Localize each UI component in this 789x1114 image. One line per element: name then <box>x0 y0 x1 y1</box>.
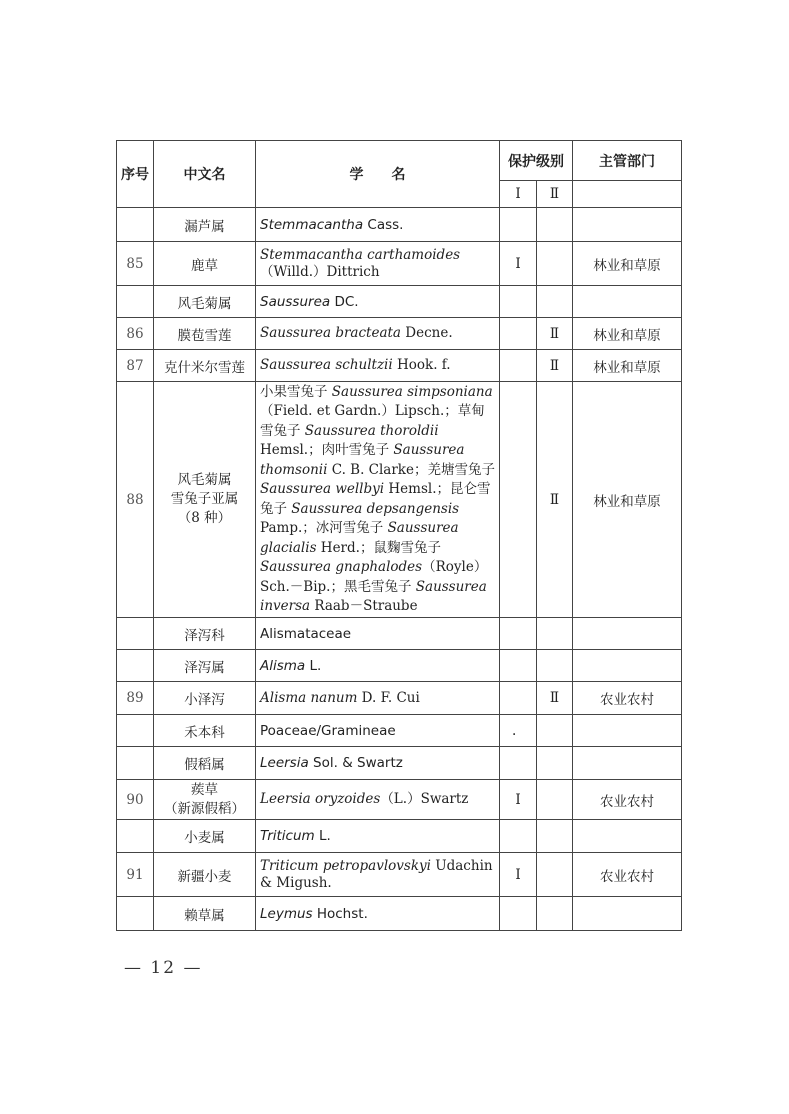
taxon-genus-italic: Saussurea <box>260 293 331 310</box>
table-row <box>117 318 682 350</box>
taxon-row <box>117 747 682 780</box>
cell-chinese-name: 鹿草 <box>154 242 256 286</box>
cell-department <box>573 715 682 747</box>
entry-authority: Hemsl.； <box>260 442 322 458</box>
cell-scientific-name <box>256 350 500 382</box>
entry-species-italic: Saussurea gnaphalodes <box>260 559 423 575</box>
entry-authority: Raab－Straube <box>310 598 418 614</box>
entry-species-italic: Saussurea thomsonii <box>260 442 465 478</box>
taxon-genus-italic: Stemmacantha <box>260 216 364 233</box>
entry-chinese: 冰河雪兔子 <box>315 520 388 536</box>
entry-chinese: 鼠麴雪兔子 <box>373 539 441 556</box>
chinese-name-line: （新源假稻） <box>164 800 245 817</box>
entry-chinese: 黑毛雪兔子 <box>343 578 416 595</box>
taxon-genus-italic: Alisma <box>260 657 306 674</box>
cell-level-1: Ⅰ <box>500 780 537 820</box>
cell-level-1 <box>500 350 537 382</box>
entry-chinese: 小果雪兔子 <box>260 383 332 400</box>
cell-chinese-name: 克什米尔雪莲 <box>154 350 256 382</box>
species-italic: Leersia oryzoides <box>260 791 381 807</box>
species-authority: （Willd.）Dittrich <box>260 263 380 280</box>
entry-authority: Herd.； <box>316 539 374 556</box>
table-row <box>117 242 682 286</box>
table-row <box>117 682 682 715</box>
taxon-genus-italic: Leersia <box>260 755 309 771</box>
cell-department: 林业和草原 <box>573 318 682 350</box>
entry-species-italic: Saussurea glacialis <box>260 520 459 556</box>
cell-level-1: . <box>500 715 537 747</box>
cell-level-2: Ⅱ <box>537 682 573 715</box>
taxon-row <box>117 286 682 318</box>
species-authority: （L.）Swartz <box>380 791 469 807</box>
entry-species-italic: Saussurea depsangensis <box>291 500 460 517</box>
cell-department <box>573 820 682 853</box>
entry-authority: Pamp.； <box>260 520 316 536</box>
cell-chinese-name <box>154 780 256 820</box>
cell-level-2 <box>537 747 573 780</box>
cell-no <box>117 747 154 780</box>
taxon-chinese-name: 泽泻属 <box>154 650 256 682</box>
header-level-1: Ⅰ <box>500 181 537 208</box>
taxon-scientific-name <box>256 715 500 747</box>
species-authority: Hook. f. <box>392 357 451 373</box>
header-department-blank <box>573 181 682 208</box>
taxon-authority: Poaceae/Gramineae <box>260 722 396 739</box>
entry-chinese: 昆仑雪兔子 <box>260 481 491 517</box>
chinese-name-line: 风毛菊属 <box>177 472 232 488</box>
cell-scientific-name <box>256 780 500 820</box>
header-protection-level: 保护级别 <box>500 141 573 181</box>
chinese-name-line: 雪兔子亚属 <box>170 491 239 507</box>
taxon-row <box>117 715 682 747</box>
cell-level-2: Ⅱ <box>537 350 573 382</box>
entry-species-italic: Saussurea simpsoniana <box>331 383 493 400</box>
header-scientific-name: 学 名 <box>256 141 500 208</box>
cell-department: 农业农村 <box>573 682 682 715</box>
cell-level-2 <box>537 897 573 931</box>
cell-level-1: Ⅰ <box>500 853 537 897</box>
taxon-chinese-name: 泽泻科 <box>154 618 256 650</box>
taxon-row <box>117 650 682 682</box>
taxon-row <box>117 897 682 931</box>
cell-department <box>573 618 682 650</box>
header-no: 序号 <box>117 141 154 208</box>
cell-level-2 <box>537 618 573 650</box>
cell-department: 林业和草原 <box>573 242 682 286</box>
cell-level-1: Ⅰ <box>500 242 537 286</box>
cell-department: 农业农村 <box>573 853 682 897</box>
cell-no: 86 <box>117 318 154 350</box>
taxon-chinese-name: 小麦属 <box>154 820 256 853</box>
chinese-name-line: （8 种） <box>177 510 232 526</box>
entry-species-italic: Saussurea inversa <box>260 578 487 614</box>
cell-chinese-name: 小泽泻 <box>154 682 256 715</box>
cell-level-2 <box>537 715 573 747</box>
cell-level-2 <box>537 853 573 897</box>
cell-department <box>573 897 682 931</box>
taxon-scientific-name <box>256 897 500 931</box>
header-level-2: Ⅱ <box>537 181 573 208</box>
cell-level-2 <box>537 820 573 853</box>
species-italic: Triticum petropavlovskyi <box>260 857 431 874</box>
species-italic: Saussurea schultzii <box>260 357 393 373</box>
cell-department <box>573 650 682 682</box>
cell-chinese-name: 新疆小麦 <box>154 853 256 897</box>
taxon-scientific-name <box>256 747 500 780</box>
species-authority: Decne. <box>400 325 453 341</box>
table-body <box>117 208 682 931</box>
entry-chinese: 草甸雪兔子 <box>260 403 485 439</box>
taxon-authority: Sol. & Swartz <box>308 755 403 771</box>
cell-level-2: Ⅱ <box>537 318 573 350</box>
chinese-name-line: 蒺草 <box>191 781 218 798</box>
cell-department: 农业农村 <box>573 780 682 820</box>
cell-level-1 <box>500 286 537 318</box>
cell-no <box>117 897 154 931</box>
taxon-scientific-name <box>256 618 500 650</box>
entry-species-italic: Saussurea thoroldii <box>304 422 439 439</box>
species-italic: Stemmacantha carthamoides <box>260 246 461 263</box>
entry-chinese: 肉叶雪兔子 <box>321 442 394 458</box>
entry-species-italic: Saussurea wellbyi <box>260 481 385 497</box>
taxon-genus-italic: Triticum <box>260 828 315 844</box>
entry-chinese: 羌塘雪兔子 <box>427 461 495 478</box>
cell-level-2 <box>537 208 573 242</box>
cell-no: 90 <box>117 780 154 820</box>
taxon-scientific-name <box>256 820 500 853</box>
cell-no <box>117 286 154 318</box>
taxon-scientific-name <box>256 286 500 318</box>
cell-department: 林业和草原 <box>573 382 682 618</box>
taxon-scientific-name <box>256 208 500 242</box>
species-italic: Alisma nanum <box>260 689 358 706</box>
cell-level-1 <box>500 208 537 242</box>
cell-no <box>117 820 154 853</box>
cell-chinese-name: 膜苞雪莲 <box>154 318 256 350</box>
table-row <box>117 780 682 820</box>
taxon-row <box>117 208 682 242</box>
header-chinese-name: 中文名 <box>154 141 256 208</box>
taxon-scientific-name <box>256 650 500 682</box>
taxon-authority: Alismataceae <box>260 625 352 642</box>
taxon-chinese-name: 假稻属 <box>154 747 256 780</box>
header-department: 主管部门 <box>573 141 682 181</box>
cell-department <box>573 286 682 318</box>
cell-scientific-name <box>256 382 500 618</box>
cell-scientific-name <box>256 853 500 897</box>
cell-level-1 <box>500 682 537 715</box>
table-row <box>117 853 682 897</box>
entry-authority: C. B. Clarke； <box>327 461 428 478</box>
entry-authority: Hemsl.； <box>384 481 450 497</box>
page-number: — 12 — <box>124 958 203 978</box>
cell-department <box>573 208 682 242</box>
entry-authority: （Royle）Sch.－Bip.； <box>260 559 488 595</box>
cell-level-1 <box>500 650 537 682</box>
taxon-row <box>117 618 682 650</box>
table-row <box>117 350 682 382</box>
cell-level-2 <box>537 650 573 682</box>
cell-department <box>573 747 682 780</box>
taxon-authority: DC. <box>330 293 359 310</box>
taxon-authority: Hochst. <box>312 905 368 922</box>
taxon-authority: L. <box>314 828 331 844</box>
protected-species-table <box>116 140 682 931</box>
cell-no: 85 <box>117 242 154 286</box>
taxon-chinese-name: 风毛菊属 <box>154 286 256 318</box>
taxon-authority: Cass. <box>363 216 404 233</box>
cell-chinese-name <box>154 382 256 618</box>
cell-level-1 <box>500 318 537 350</box>
cell-level-1 <box>500 618 537 650</box>
entry-authority: （Field. et Gardn.）Lipsch.； <box>260 403 458 419</box>
table-row <box>117 382 682 618</box>
taxon-genus-italic: Leymus <box>260 905 313 922</box>
taxon-row <box>117 820 682 853</box>
cell-no: 88 <box>117 382 154 618</box>
taxon-chinese-name: 禾本科 <box>154 715 256 747</box>
cell-level-1 <box>500 382 537 618</box>
cell-no <box>117 715 154 747</box>
taxon-authority: L. <box>305 657 322 674</box>
species-authority: D. F. Cui <box>357 689 420 706</box>
cell-level-1 <box>500 747 537 780</box>
taxon-chinese-name: 赖草属 <box>154 897 256 931</box>
cell-no: 91 <box>117 853 154 897</box>
cell-level-1 <box>500 820 537 853</box>
species-authority: Udachin & Migush. <box>260 857 493 891</box>
cell-no: 89 <box>117 682 154 715</box>
cell-level-2: Ⅱ <box>537 382 573 618</box>
cell-level-1 <box>500 897 537 931</box>
cell-no <box>117 208 154 242</box>
cell-level-2 <box>537 780 573 820</box>
cell-level-2 <box>537 242 573 286</box>
cell-no: 87 <box>117 350 154 382</box>
species-italic: Saussurea bracteata <box>260 325 401 341</box>
cell-scientific-name <box>256 242 500 286</box>
taxon-chinese-name: 漏芦属 <box>154 208 256 242</box>
cell-scientific-name <box>256 318 500 350</box>
cell-no <box>117 618 154 650</box>
cell-scientific-name <box>256 682 500 715</box>
cell-department: 林业和草原 <box>573 350 682 382</box>
table-header-row <box>117 141 682 181</box>
cell-no <box>117 650 154 682</box>
cell-level-2 <box>537 286 573 318</box>
